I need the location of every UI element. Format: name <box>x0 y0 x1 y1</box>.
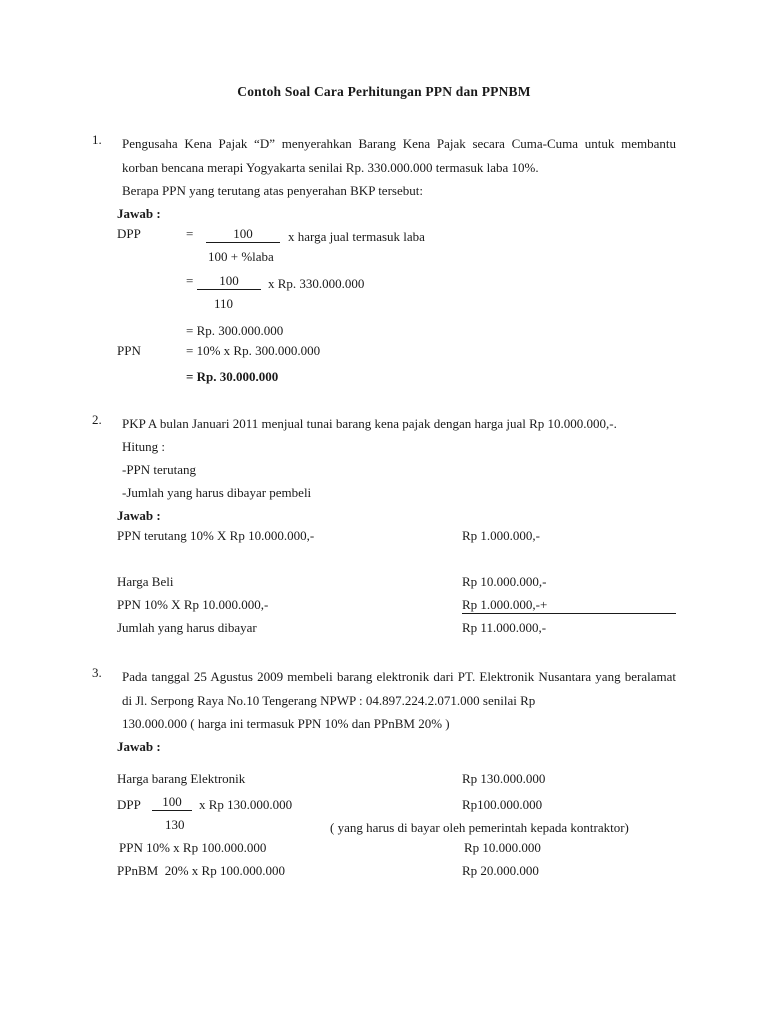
item-question-2-text: PKP A bulan Januari 2011 menjual tunai barang kena pajak dengan harga jual Rp 10.000.000,-. <box>122 416 617 431</box>
item-question-2 <box>122 412 676 436</box>
item-2-bullet-1: -PPN terutang <box>122 462 197 477</box>
row-description: PPN terutang 10% X Rp 10.000.000,- <box>117 528 315 543</box>
row-amount: Rp 1.000.000,- <box>462 528 540 543</box>
equals-sign-1b: = <box>186 273 194 288</box>
dpp-label-1: DPP <box>117 226 141 241</box>
row-amount-total: Rp 11.000.000,- <box>462 620 547 635</box>
ppn-result-1: = Rp. 30.000.000 <box>186 369 279 384</box>
question-item-3 <box>92 665 676 713</box>
item-number-1: 1. <box>92 132 102 147</box>
row-description: PPN 10% X Rp 10.000.000,- <box>117 597 269 612</box>
item-question-2-line2: Hitung : <box>122 439 165 454</box>
question-item-1 <box>92 132 676 180</box>
row-description: PPN 10% x Rp 100.000.000 <box>119 840 267 855</box>
row-description: Jumlah yang harus dibayar <box>117 620 257 635</box>
item-question-1 <box>122 132 676 180</box>
fraction-numerator-1a: 100 <box>206 226 280 243</box>
dpp-note-3: ( yang harus di bayar oleh pemerintah kepada kontraktor) <box>330 820 629 835</box>
dpp-result-1: = Rp. 300.000.000 <box>186 323 284 338</box>
ppn-label-1: PPN <box>117 343 141 358</box>
item-question-1-text: Pengusaha Kena Pajak “D” menyerahkan Barang Kena Pajak secara Cuma-Cuma untuk membantu korban bencana merapi Yogyakarta senilai Rp. 330.000.000 termasuk laba 10%. <box>122 136 676 175</box>
fraction-numerator-3: 100 <box>152 794 192 811</box>
table-row <box>117 863 539 927</box>
row-amount: Rp 20.000.000 <box>462 863 539 878</box>
fraction-denominator-3: 130 <box>165 817 185 832</box>
item-question-3-line2: 130.000.000 ( harga ini termasuk PPN 10% dan PPnBM 20% ) <box>122 716 450 731</box>
row-amount: Rp 10.000.000 <box>464 840 541 855</box>
dpp-row-1b <box>117 273 194 321</box>
row-description: Harga Beli <box>117 574 174 589</box>
fraction-tail-1b: x Rp. 330.000.000 <box>268 276 365 291</box>
fraction-tail-3: x Rp 130.000.000 <box>199 797 293 812</box>
ppn-row-1 <box>117 343 321 407</box>
question-item-2 <box>92 412 676 436</box>
item-number-2: 2. <box>92 412 102 427</box>
equals-sign-1a: = <box>186 226 194 241</box>
answer-label-3: Jawab : <box>117 739 161 754</box>
fraction-numerator-1b: 100 <box>197 273 261 290</box>
row-description: Harga barang Elektronik <box>117 771 246 786</box>
item-question-1-line2: Berapa PPN yang terutang atas penyerahan BKP tersebut: <box>122 183 423 198</box>
dpp-amount-3: Rp100.000.000 <box>462 797 543 812</box>
dpp-label-3: DPP <box>117 797 141 812</box>
row-description: PPnBM 20% x Rp 100.000.000 <box>117 863 285 878</box>
fraction-denominator-1b: 110 <box>214 296 234 311</box>
row-amount: Rp 10.000.000,- <box>462 574 547 589</box>
row-amount-subtotal: Rp 1.000.000,-+ <box>462 597 676 614</box>
page-title: Contoh Soal Cara Perhitungan PPN dan PPNBM <box>237 84 531 99</box>
answer-label-2: Jawab : <box>117 508 161 523</box>
answer-label-1: Jawab : <box>117 206 161 221</box>
fraction-tail-1a: x harga jual termasuk laba <box>288 229 425 244</box>
item-question-3-text: Pada tanggal 25 Agustus 2009 membeli barang elektronik dari PT. Elektronik Nusantara yang beralamat di Jl. Serpong Raya No.10 Tengerang NPWP : 04.897.224.2.071.000 senilai Rp <box>122 669 676 708</box>
item-number-3: 3. <box>92 665 102 680</box>
ppn-calc-1: = 10% x Rp. 300.000.000 <box>186 343 321 358</box>
item-question-3 <box>122 665 676 713</box>
fraction-denominator-1a: 100 + %laba <box>208 249 274 264</box>
item-2-bullet-2: -Jumlah yang harus dibayar pembeli <box>122 485 312 500</box>
row-amount: Rp 130.000.000 <box>462 771 546 786</box>
